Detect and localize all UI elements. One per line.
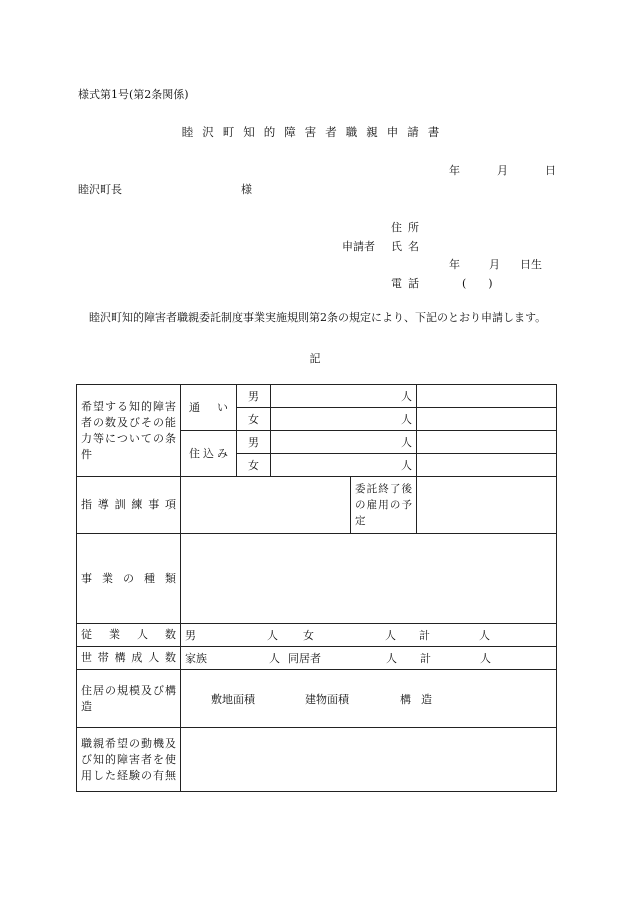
household-cohabitant-label: 同居者 — [288, 652, 321, 665]
employees-row[interactable] — [181, 624, 557, 647]
commute-male-remarks[interactable] — [417, 385, 557, 408]
household-cohabitant-unit: 人 — [386, 652, 397, 665]
commute-female-remarks[interactable] — [417, 408, 557, 431]
household-family-unit: 人 — [269, 652, 280, 665]
training-label: 指導訓練事項 — [77, 477, 181, 534]
livein-female-label: 女 — [237, 454, 271, 477]
employees-female-unit: 人 — [385, 629, 396, 642]
livein-label: 住込み — [181, 431, 237, 477]
housing-building-area-label: 建物面積 — [305, 692, 349, 706]
address-label: 住所 — [391, 221, 425, 234]
birth-month-label: 月 — [489, 258, 500, 271]
motive-label: 職親希望の動機及び知的障害者を使用した経験の有無 — [77, 728, 181, 792]
employment-field[interactable] — [417, 477, 557, 534]
housing-row[interactable] — [181, 670, 557, 728]
date-day-label: 日 — [545, 164, 556, 177]
commute-male-label: 男 — [237, 385, 271, 408]
form-reference: 様式第1号(第2条関係) — [78, 88, 189, 101]
livein-male-label: 男 — [237, 431, 271, 454]
employees-female-label: 女 — [303, 629, 314, 642]
household-total-label: 計 — [420, 652, 431, 665]
commute-label: 通 い — [181, 385, 237, 431]
employment-label: 委託終了後の雇用の予定 — [351, 477, 417, 534]
employees-total-unit: 人 — [479, 629, 490, 642]
livein-female-remarks[interactable] — [417, 454, 557, 477]
employees-male-label: 男 — [185, 629, 196, 642]
motive-field[interactable] — [181, 728, 557, 792]
commute-female-count[interactable]: 人 — [271, 408, 417, 431]
honorific-sama: 様 — [241, 183, 252, 196]
household-total-unit: 人 — [480, 652, 491, 665]
employees-label: 従業人数 — [77, 624, 181, 647]
date-year-label: 年 — [449, 164, 460, 177]
applicant-label: 申請者 — [342, 240, 375, 253]
household-label: 世帯構成人数 — [77, 647, 181, 670]
phone-label: 電話 — [391, 277, 425, 290]
household-family-label: 家族 — [185, 652, 207, 665]
application-statement: 睦沢町知的障害者職親委託制度事業実施規則第2条の規定により、下記のとおり申請します。 — [89, 311, 547, 324]
application-table — [76, 384, 557, 792]
livein-male-remarks[interactable] — [417, 431, 557, 454]
ki-heading: 記 — [309, 352, 321, 365]
phone-area-code: ( ) — [462, 277, 493, 290]
housing-site-area-label: 敷地面積 — [211, 692, 255, 706]
birth-year-label: 年 — [449, 258, 460, 271]
household-row[interactable] — [181, 647, 557, 670]
conditions-label: 希望する知的障害者の数及びその能力等についての条件 — [77, 385, 181, 477]
livein-male-count[interactable]: 人 — [271, 431, 417, 454]
livein-female-count[interactable]: 人 — [271, 454, 417, 477]
birth-day-label: 日生 — [520, 258, 542, 271]
addressee: 睦沢町長 — [78, 183, 122, 196]
employees-total-label: 計 — [419, 629, 430, 642]
commute-male-count[interactable]: 人 — [271, 385, 417, 408]
employees-male-unit: 人 — [267, 629, 278, 642]
name-label: 氏名 — [391, 240, 425, 253]
business-label: 事業の種類 — [77, 534, 181, 624]
housing-label: 住居の規模及び構造 — [77, 670, 181, 728]
training-field[interactable] — [181, 477, 351, 534]
housing-structure-label: 構造 — [400, 692, 442, 706]
commute-female-label: 女 — [237, 408, 271, 431]
business-field[interactable] — [181, 534, 557, 624]
date-month-label: 月 — [497, 164, 508, 177]
document-title: 睦沢町知的障害者職親申請書 — [181, 125, 449, 139]
